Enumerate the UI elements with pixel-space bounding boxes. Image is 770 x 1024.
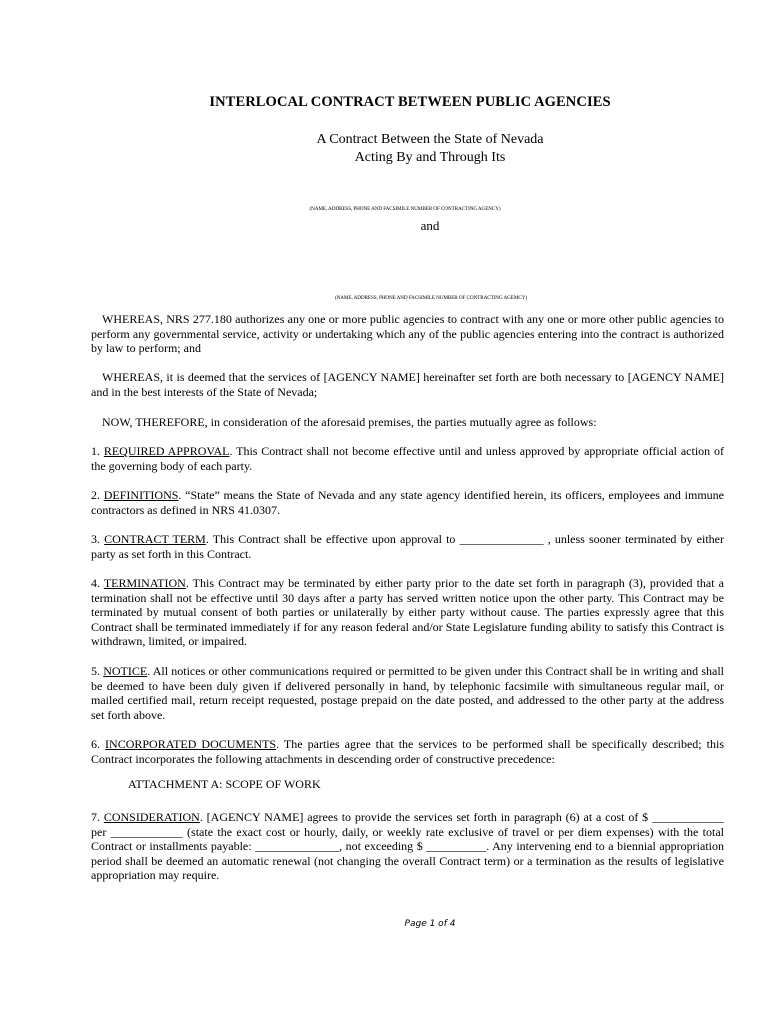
section-heading: DEFINITIONS [103, 488, 179, 502]
agency-placeholder-1: (NAME, ADDRESS, PHONE AND FACSIMILE NUMBER OF CONTRACTING AGENCY) [309, 206, 501, 212]
section-incorporated-documents [91, 737, 724, 766]
section-required-approval [91, 444, 724, 473]
section-notice [91, 664, 724, 722]
now-therefore-paragraph: NOW, THEREFORE, in consideration of the aforesaid premises, the parties mutually agree as follows: [102, 415, 597, 429]
section-consideration [91, 810, 724, 883]
section-number: 2. [91, 488, 100, 502]
section-heading: CONTRACT TERM [104, 532, 206, 546]
section-heading: REQUIRED APPROVAL [103, 444, 230, 458]
subtitle-line-1: A Contract Between the State of Nevada [316, 132, 544, 147]
section-definitions [91, 488, 724, 517]
section-number: 1. [91, 444, 100, 458]
section-text: . This Contract shall not become effective until and unless approved by appropriate official action of the governing body of each party. [91, 444, 724, 473]
agency-placeholder-2: (NAME, ADDRESS, PHONE AND FACSIMILE NUMBER OF CONTRACTING AGEMCY) [335, 295, 527, 301]
section-heading: INCORPORATED DOCUMENTS [105, 737, 277, 751]
section-heading: CONSIDERATION [103, 810, 200, 824]
section-text: . All notices or other communications required or permitted to be given under this Contract shall be in writing and shall be deemed to have been duly given if delivered personally in hand, by telephonic facsimile with simultaneous regular mail, or mailed certified mail, return receipt requested, postage prepaid on the date posted, and addressed to the other party at the address set forth above. [91, 664, 725, 722]
and-connector: and [420, 218, 440, 233]
section-heading: NOTICE [103, 664, 148, 678]
section-number: 3. [91, 532, 100, 546]
section-heading: TERMINATION [103, 576, 186, 590]
section-number: 4. [91, 576, 100, 590]
section-number: 6. [91, 737, 100, 751]
section-termination [91, 576, 724, 649]
attachment-line: ATTACHMENT A: SCOPE OF WORK [128, 777, 321, 791]
whereas-paragraph-1: WHEREAS, NRS 277.180 authorizes any one or more public agencies to contract with any one or more other public agencies to perform any governmental service, activity or undertaking which any of the public agencies entering into the contract is authorized by law to perform; and [91, 312, 724, 356]
section-text: . “State” means the State of Nevada and any state agency identified herein, its officers, employees and immune contractors as defined in NRS 41.0307. [91, 488, 725, 517]
section-text: . This Contract shall be effective upon approval to ______________ , unless sooner terminated by either party as set forth in this Contract. [91, 532, 724, 561]
subtitle-line-2: Acting By and Through Its [354, 150, 506, 165]
section-text: . This Contract may be terminated by either party prior to the date set forth in paragraph (3), provided that a termination shall not be effective until 30 days after a party has served written notice upon the other party. This Contract may be terminated by mutual consent of both parties or unilaterally by either party without cause. The parties expressly agree that this Contract shall be terminated immediately if for any reason federal and/or State Legislature funding ability to satisfy this Contract is withdrawn, limited, or impaired. [91, 576, 724, 649]
section-number: 5. [91, 664, 100, 678]
section-number: 7. [91, 810, 100, 824]
document-title: INTERLOCAL CONTRACT BETWEEN PUBLIC AGENCIES [209, 94, 611, 110]
section-contract-term [91, 532, 724, 561]
section-text: . [AGENCY NAME] agrees to provide the services set forth in paragraph (6) at a cost of $ ____________ per ____________ (state the exact cost or hourly, daily, or weekly rate exclusive of travel or per diem expenses) with the total Contract or installments payable: ______________, not exceeding $ __________. Any intervening end to a biennial appropriation period shall be deemed an automatic renewal (not changing the overall Contract term) or a termination as the results of legislative appropriation may require. [91, 810, 724, 883]
section-text: . The parties agree that the services to be performed shall be specifically described; this Contract incorporates the following attachments in descending order of constructive precedence: [91, 737, 724, 766]
whereas-paragraph-2: WHEREAS, it is deemed that the services of [AGENCY NAME] hereinafter set forth are both necessary to [AGENCY NAME] and in the best interests of the State of Nevada; [91, 370, 724, 399]
page-number: Page 1 of 4 [404, 919, 456, 929]
